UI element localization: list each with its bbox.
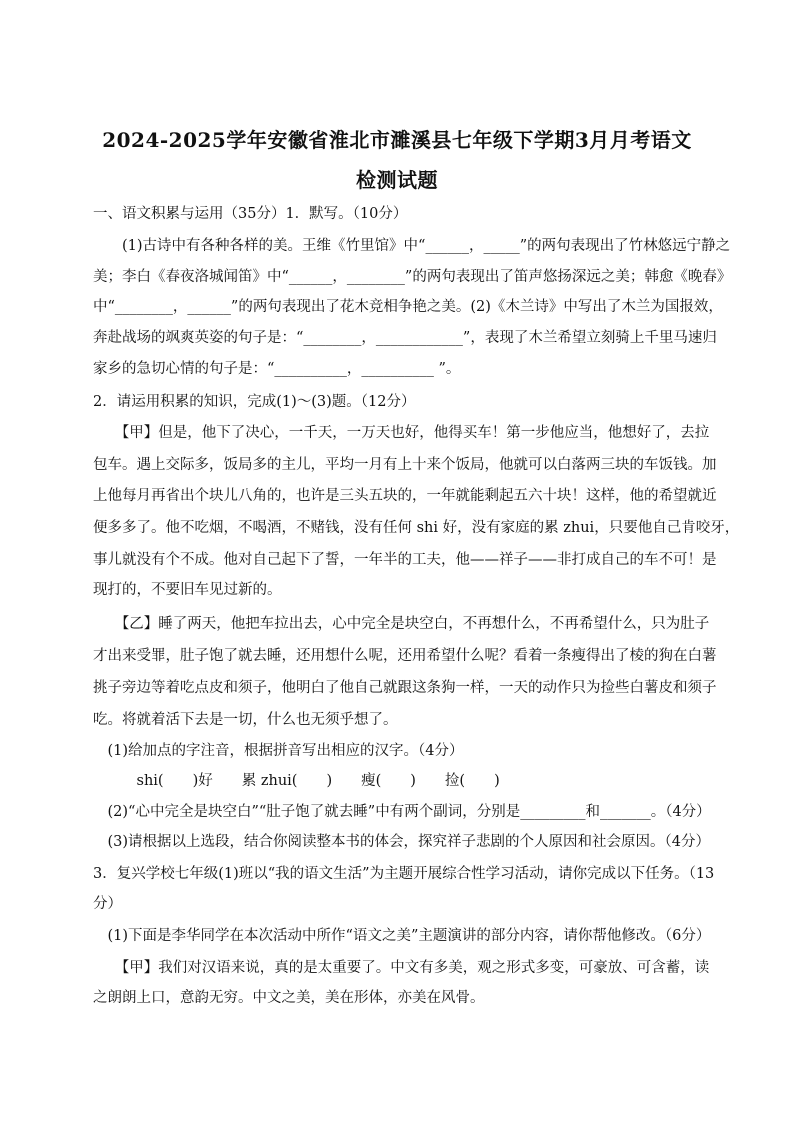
text-line: 之朗朗上口，意韵无穷。中文之美，美在形体，亦美在风骨。 <box>93 990 485 1006</box>
text-line: 【甲】但是，他下了决心，一千天，一万天也好，他得买车！第一步他应当，他想好了，去拉 <box>93 425 710 441</box>
question-heading: 2．请运用积累的知识，完成(1)～(3)题。（12分） <box>93 394 416 410</box>
text-line: 现打的，不要旧车见过新的。 <box>93 582 282 598</box>
text-line: 中“________，______”的两句表现出了花木竞相争艳之美。(2)《木兰诗》中写出了木兰为国报效， <box>93 299 723 315</box>
text-line: 美；李白《春夜洛城闻笛》中“______，________”的两句表现出了笛声悠扬深远之美；韩愈《晚春》 <box>93 269 732 285</box>
text-line: 挑子旁边等着吃点皮和须子，他明白了他自己就跟这条狗一样，一天的动作只为捡些白薯皮和须子 <box>93 680 717 696</box>
doc-title-line-1: 2024-2025学年安徽省淮北市濉溪县七年级下学期3月月考语文 <box>102 128 692 152</box>
text-line: 便多多了。他不吃烟，不喝酒，不赌钱，没有任何 shi 好，没有家庭的累 zhui，只要他自己肯咬牙， <box>93 520 740 536</box>
doc-title-line-2: 检测试题 <box>356 168 438 192</box>
text-line: 家乡的急切心情的句子是：“__________，__________ ”。 <box>93 361 461 377</box>
text-line: 包车。遇上交际多，饭局多的主儿，平均一月有上十来个饭局，他就可以白落两三块的车饭钱。加 <box>93 457 717 473</box>
text-line: 分） <box>93 896 122 912</box>
subquestion: (2)“心中完全是块空白”“肚子饱了就去睡”中有两个副词，分别是_________和_______。（4分） <box>93 804 711 820</box>
text-line: 【甲】我们对汉语来说，真的是太重要了。中文有多美，观之形式多变，可豪放、可含蓄，读 <box>93 960 710 976</box>
question-heading: 3．复兴学校七年级(1)班以“我的语文生活”为主题开展综合性学习活动，请你完成以下任务。（13 <box>93 866 715 882</box>
text-line: 事儿就没有个不成。他对自己起下了誓，一年半的工夫，他——祥子——非打成自己的车不可！是 <box>93 552 717 568</box>
subquestion: (1)给加点的字注音，根据拼音写出相应的汉字。（4分） <box>93 743 464 759</box>
pinyin-row: shi( )好 累 zhui( ) 瘦( ) 捡( ) <box>93 773 500 789</box>
text-line: 才出来受罪，肚子饱了就去睡，还用想什么呢，还用希望什么呢？看着一条瘦得出了棱的狗在白薯 <box>93 648 717 664</box>
text-line: 【乙】睡了两天，他把车拉出去，心中完全是块空白，不再想什么，不再希望什么，只为肚子 <box>93 616 710 632</box>
text-line: 吃。将就着活下去是一切，什么也无须乎想了。 <box>93 712 398 728</box>
text-line: 上他每月再省出个块儿八角的，也许是三头五块的，一年就能剩起五六十块！这样，他的希望就近 <box>93 488 717 504</box>
section-heading: 一、语文积累与运用（35分）1．默写。（10分） <box>93 206 408 222</box>
text-line: 奔赴战场的飒爽英姿的句子是：“________，____________”，表现了木兰希望立刻骑上千里马速归 <box>93 330 717 346</box>
subquestion: (3)请根据以上选段，结合你阅读整本书的体会，探究祥子悲剧的个人原因和社会原因。（4分） <box>93 834 711 850</box>
text-line: (1)古诗中有各种各样的美。王维《竹里馆》中“______，_____”的两句表现出了竹林悠远宁静之 <box>93 238 731 254</box>
subquestion: (1)下面是李华同学在本次活动中所作“语文之美”主题演讲的部分内容，请你帮他修改。（6分） <box>93 928 711 944</box>
